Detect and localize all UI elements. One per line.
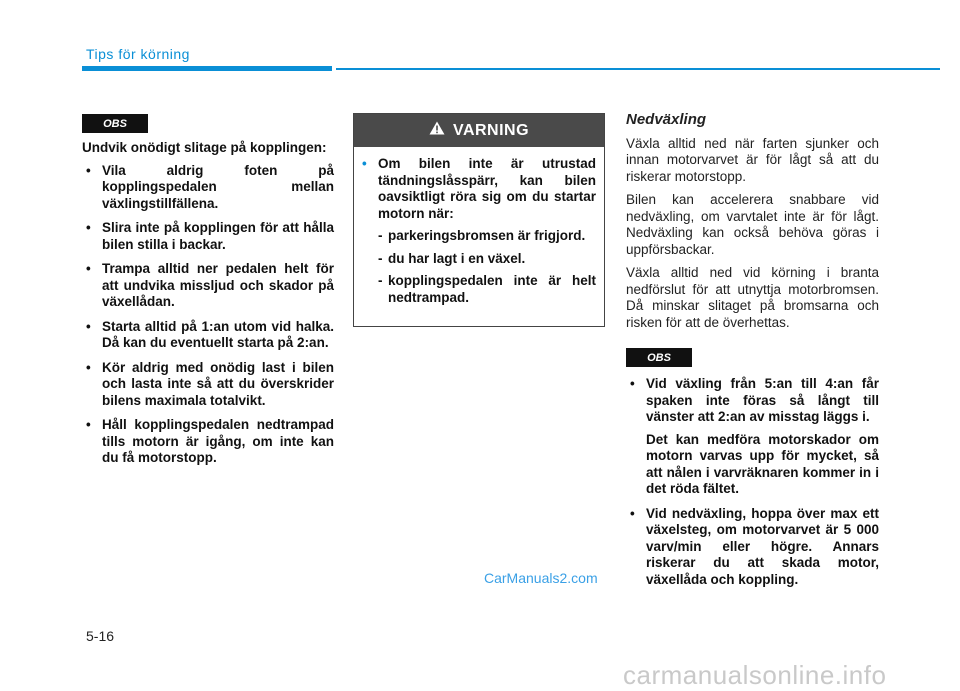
left-intro: Undvik onödigt slitage på kopplingen: <box>82 140 327 155</box>
list-item: - du har lagt i en växel. <box>378 251 596 268</box>
watermark-site: carmanualsonline.info <box>623 660 887 690</box>
warning-title: VARNING <box>452 121 530 139</box>
warning-lead: • Om bilen inte är utrustad tändningslåsspärr, kan bilen oavsiktligt röra sig om du startar motorn när: <box>362 156 596 221</box>
list-item: - kopplingspedalen inte är helt nedtrampad. <box>378 273 596 306</box>
warning-triangle-icon <box>429 121 445 140</box>
section-heading: Nedväxling <box>626 111 707 128</box>
paragraph: Växla alltid ned vid körning i branta nedförslut för att utnyttja motorbromsen. Då minskar slitaget på bromsarna och risken för att de överhettas. <box>626 265 879 330</box>
header-rule-thin <box>336 68 940 70</box>
list-item <box>626 506 879 589</box>
watermark-carmanuals: CarManuals2.com <box>484 570 598 586</box>
list-item <box>626 376 879 498</box>
list-item: • Håll kopplingspedalen nedtrampad tills motorn är igång, om inte kan du få motorstopp. <box>82 417 334 467</box>
warning-body <box>354 147 604 306</box>
list-item: • Kör aldrig med onödig last i bilen och lasta inte så att du överskrider bilens maximala totalvikt. <box>82 360 334 410</box>
list-item: • Starta alltid på 1:an utom vid halka. Då kan du eventuellt starta på 2:an. <box>82 319 334 352</box>
list-item-extra: Det kan medföra motorskador om motorn varvas upp för mycket, så att nålen i varvräknaren kommer in i det röda fältet. <box>646 431 879 496</box>
obs-badge: OBS <box>82 114 148 133</box>
list-item: - parkeringsbromsen är frigjord. <box>378 228 596 245</box>
list-item-text: • Vid växling från 5:an till 4:an får spaken inte föras så långt till vänster att 2:an av misstag läggs i. <box>646 376 879 424</box>
list-item: • Slira inte på kopplingen för att hålla bilen stilla i backar. <box>82 220 334 253</box>
left-list <box>82 163 334 467</box>
list-item: • Trampa alltid ner pedalen helt för att undvika missljud och skador på växellådan. <box>82 261 334 311</box>
list-item-text: • Vid nedväxling, hoppa över max ett växelsteg, om motorvarvet är 5 000 varv/min eller högre. Annars riskerar du att skada motor, växellåda och koppling. <box>646 505 879 587</box>
left-column <box>82 140 334 475</box>
warning-header <box>354 114 604 147</box>
section-title: Tips för körning <box>86 46 190 62</box>
obs-badge: OBS <box>626 348 692 367</box>
warning-list <box>362 228 596 306</box>
header-rule-thick <box>82 66 332 71</box>
warning-box <box>353 113 605 327</box>
list-item: • Vila aldrig foten på kopplingspedalen mellan växlingstillfällena. <box>82 163 334 213</box>
page-number: 5-16 <box>86 628 115 644</box>
paragraph: Växla alltid ned när farten sjunker och innan motorvarvet är för lågt så att du riskerar motorstopp. <box>626 135 879 184</box>
paragraph: Bilen kan accelerera snabbare vid nedväxling, om varvtalet inte är för lågt. Nedväxling kan också behöva göras i uppförsbackar. <box>626 192 879 257</box>
obs-list <box>626 376 879 596</box>
